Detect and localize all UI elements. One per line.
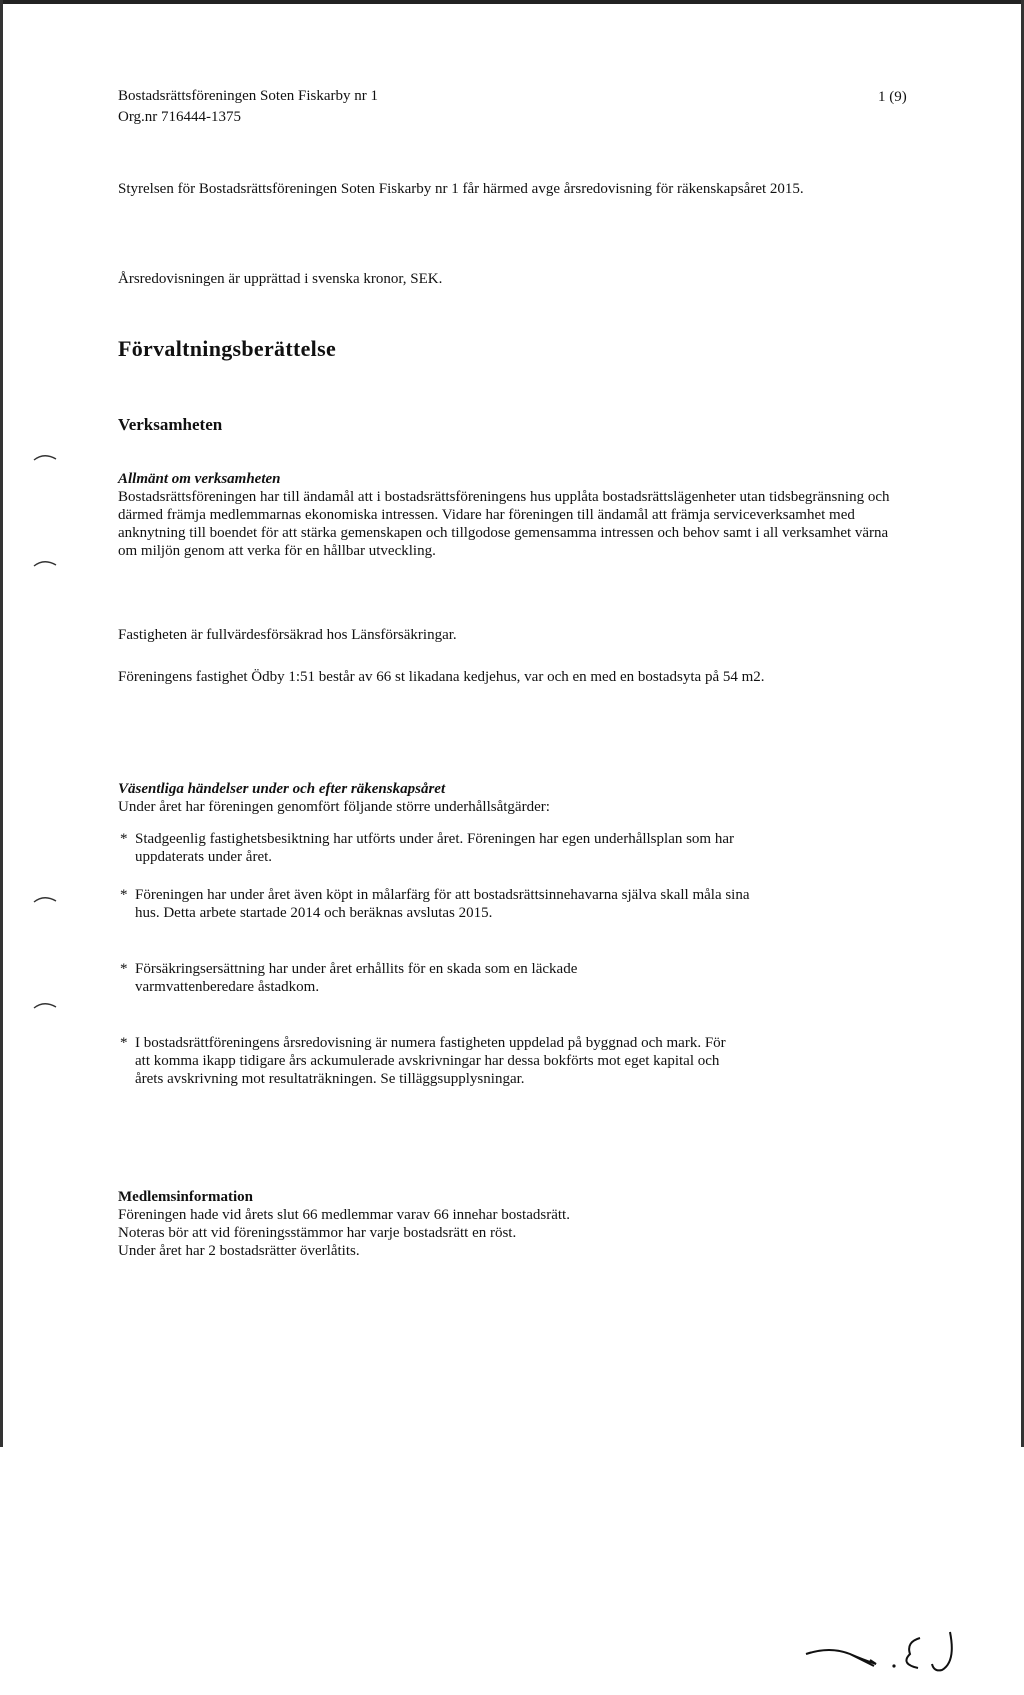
section-heading-verksamheten: Verksamheten: [118, 415, 223, 434]
organization-name: Bostadsrättsföreningen Soten Fiskarby nr 1: [118, 88, 378, 104]
events-bullet-4: [118, 1034, 738, 1088]
events-block: [118, 780, 908, 816]
signature-initials: [800, 1620, 970, 1695]
currency-note: Årsredovisningen är upprättad i svenska kronor, SEK.: [118, 271, 443, 287]
scan-border-left: [0, 0, 3, 1447]
insurance-paragraph: Fastigheten är fullvärdesförsäkrad hos Länsförsäkringar.: [118, 627, 457, 643]
allmant-heading: Allmänt om verksamheten: [118, 471, 281, 487]
allmant-block: [118, 470, 908, 560]
events-bullet-1: [118, 830, 758, 866]
page-number: 1 (9): [878, 89, 907, 105]
events-intro: Under året har föreningen genomfört följande större underhållsåtgärder:: [118, 799, 550, 815]
list-item: * I bostadsrättföreningens årsredovisning är numera fastigheten uppdelad på byggnad och mark. För att komma ikapp tidigare års ackumulerade avskrivningar har dessa bokförts mot eget kapital och årets avskrivning mot resultaträkningen. Se tilläggsupplysningar.: [118, 1034, 738, 1088]
members-line-2: Noteras bör att vid föreningsstämmor har varje bostadsrätt en röst.: [118, 1225, 517, 1241]
list-item: * Stadgeenlig fastighetsbesiktning har utförts under året. Föreningen har egen underhållsplan som har uppdaterats under året.: [118, 830, 758, 866]
margin-tick-mark: [32, 1000, 60, 1010]
intro-paragraph: Styrelsen för Bostadsrättsföreningen Soten Fiskarby nr 1 får härmed avge årsredovisning för räkenskapsåret 2015.: [118, 181, 804, 197]
events-heading: Väsentliga händelser under och efter räkenskapsåret: [118, 781, 446, 797]
members-line-1: Föreningen hade vid årets slut 66 medlemmar varav 66 innehar bostadsrätt.: [118, 1207, 570, 1223]
scan-border-top: [0, 0, 1024, 4]
members-line-3: Under året har 2 bostadsrätter överlåtits.: [118, 1243, 360, 1259]
members-block: [118, 1188, 908, 1260]
events-bullet-2: [118, 886, 758, 922]
report-title: Förvaltningsberättelse: [118, 336, 337, 361]
margin-tick-mark: [32, 558, 60, 568]
events-bullet-3: [118, 960, 698, 996]
list-item: * Försäkringsersättning har under året erhållits för en skada som en läckade varmvattenberedare åstadkom.: [118, 960, 698, 996]
members-heading: Medlemsinformation: [118, 1189, 253, 1205]
property-paragraph: Föreningens fastighet Ödby 1:51 består av 66 st likadana kedjehus, var och en med en bostadsyta på 54 m2.: [118, 669, 765, 685]
document-header: [118, 86, 378, 128]
organization-number: Org.nr 716444-1375: [118, 109, 242, 125]
margin-tick-mark: [32, 452, 60, 462]
margin-tick-mark: [32, 894, 60, 904]
list-item: * Föreningen har under året även köpt in målarfärg för att bostadsrättsinnehavarna själva skall måla sina hus. Detta arbete startade 2014 och beräknas avslutas 2015.: [118, 886, 758, 922]
allmant-text: Bostadsrättsföreningen har till ändamål att i bostadsrättsföreningens hus upplåta bostadsrättslägenheter utan tidsbegränsning och därmed främja medlemmarnas ekonomiska intressen. Vidare har föreningen till ändamål att främja serviceverksamhet med anknytning till boendet för att stärka gemenskapen och tillgodose gemensamma intressen och behov samt i all verksamhet värna om miljön genom att verka för en hållbar utveckling.: [118, 489, 890, 559]
